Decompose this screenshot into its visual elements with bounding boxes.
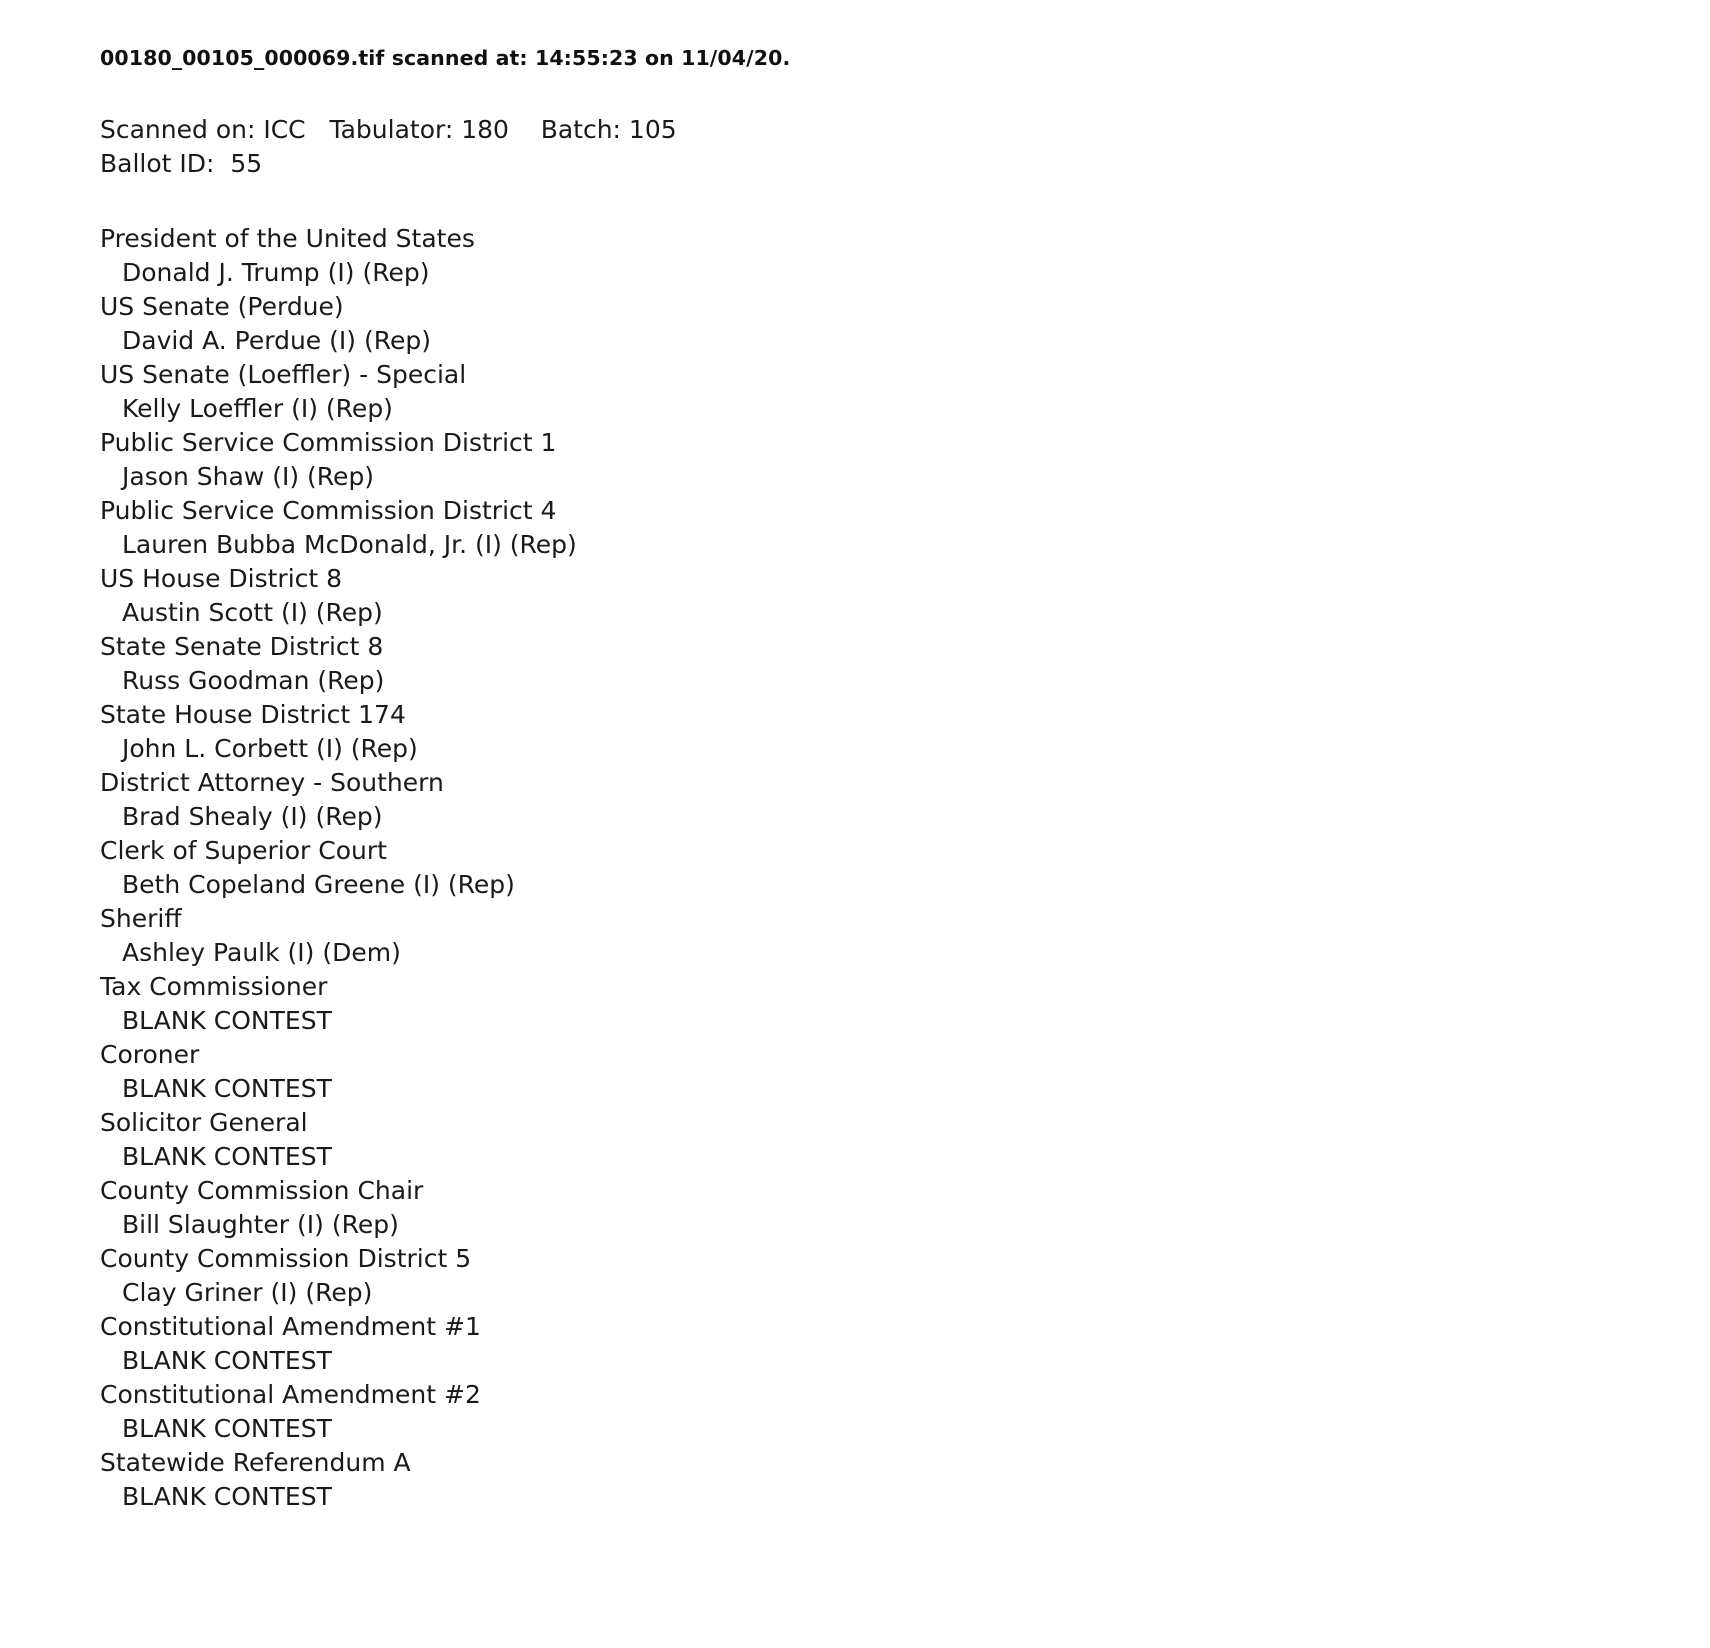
contest-title: Public Service Commission District 4 — [100, 495, 557, 525]
contest-entry — [100, 834, 1710, 902]
contest-title: Constitutional Amendment #2 — [100, 1379, 481, 1409]
contest-choice: BLANK CONTEST — [122, 1005, 332, 1035]
contest-entry — [100, 1310, 1710, 1378]
contest-title: State Senate District 8 — [100, 631, 384, 661]
contest-title: Solicitor General — [100, 1107, 308, 1137]
contest-title: Public Service Commission District 1 — [100, 427, 557, 457]
ballot-id-line: Ballot ID: 55 — [100, 149, 263, 179]
contest-title: Constitutional Amendment #1 — [100, 1311, 481, 1341]
contest-entry — [100, 766, 1710, 834]
contest-entry — [100, 222, 1710, 290]
contest-entry — [100, 1038, 1710, 1106]
contest-title: President of the United States — [100, 223, 475, 253]
contest-choice: Clay Griner (I) (Rep) — [122, 1277, 373, 1307]
contest-title: US Senate (Loeffler) - Special — [100, 359, 467, 389]
contest-entry — [100, 1174, 1710, 1242]
contest-entry — [100, 630, 1710, 698]
contest-entry — [100, 562, 1710, 630]
contest-choice: Jason Shaw (I) (Rep) — [122, 461, 375, 491]
contest-entry — [100, 902, 1710, 970]
contest-choice: BLANK CONTEST — [122, 1345, 332, 1375]
contest-choice: Russ Goodman (Rep) — [122, 665, 385, 695]
contest-choice: David A. Perdue (I) (Rep) — [122, 325, 431, 355]
contest-title: US Senate (Perdue) — [100, 291, 344, 321]
contest-choice: BLANK CONTEST — [122, 1481, 332, 1511]
contest-entry — [100, 494, 1710, 562]
contest-title: County Commission Chair — [100, 1175, 424, 1205]
contest-entry — [100, 290, 1710, 358]
contest-title: Sheriff — [100, 903, 182, 933]
contest-title: District Attorney - Southern — [100, 767, 444, 797]
contest-list — [100, 222, 1710, 1514]
contest-entry — [100, 426, 1710, 494]
contest-entry — [100, 1446, 1710, 1514]
contest-choice: Lauren Bubba McDonald, Jr. (I) (Rep) — [122, 529, 577, 559]
contest-choice: Kelly Loeffler (I) (Rep) — [122, 393, 393, 423]
contest-choice: Bill Slaughter (I) (Rep) — [122, 1209, 399, 1239]
contest-title: Coroner — [100, 1039, 200, 1069]
contest-title: Tax Commissioner — [100, 971, 328, 1001]
contest-choice: John L. Corbett (I) (Rep) — [122, 733, 418, 763]
contest-entry — [100, 970, 1710, 1038]
contest-entry — [100, 1106, 1710, 1174]
contest-entry — [100, 698, 1710, 766]
scan-header-line: 00180_00105_000069.tif scanned at: 14:55:23 on 11/04/20. — [100, 46, 791, 70]
contest-title: State House District 174 — [100, 699, 406, 729]
contest-choice: Ashley Paulk (I) (Dem) — [122, 937, 401, 967]
contest-entry — [100, 358, 1710, 426]
scanned-on-line: Scanned on: ICC Tabulator: 180 Batch: 105 — [100, 114, 677, 144]
contest-choice: Austin Scott (I) (Rep) — [122, 597, 383, 627]
contest-choice: BLANK CONTEST — [122, 1141, 332, 1171]
contest-choice: Donald J. Trump (I) (Rep) — [122, 257, 430, 287]
contest-entry — [100, 1242, 1710, 1310]
contest-title: US House District 8 — [100, 563, 343, 593]
scan-metadata — [100, 113, 1710, 182]
contest-choice: BLANK CONTEST — [122, 1073, 332, 1103]
contest-choice: BLANK CONTEST — [122, 1413, 332, 1443]
contest-choice: Brad Shealy (I) (Rep) — [122, 801, 383, 831]
contest-title: Clerk of Superior Court — [100, 835, 387, 865]
contest-title: Statewide Referendum A — [100, 1447, 411, 1477]
contest-title: County Commission District 5 — [100, 1243, 472, 1273]
contest-entry — [100, 1378, 1710, 1446]
contest-choice: Beth Copeland Greene (I) (Rep) — [122, 869, 515, 899]
